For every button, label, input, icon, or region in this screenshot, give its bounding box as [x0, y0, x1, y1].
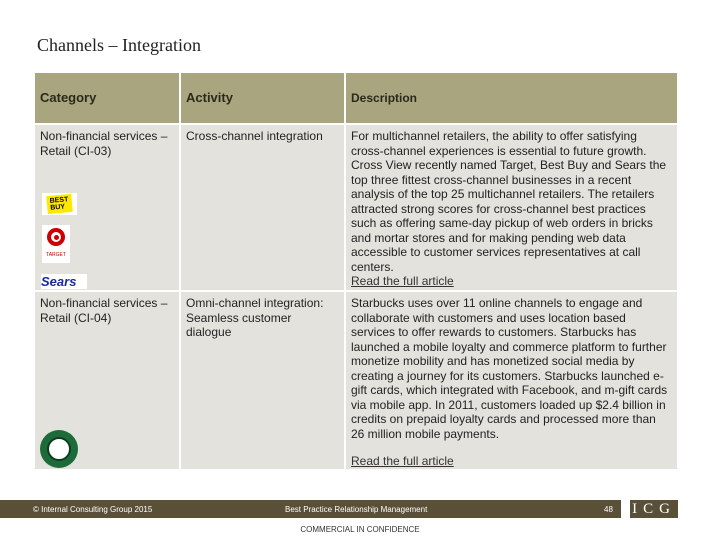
page-number: 48 [604, 505, 613, 514]
icg-logo: ICG [630, 500, 678, 518]
sears-logo: Sears [41, 274, 87, 289]
read-article-link[interactable]: Read the full article [351, 454, 454, 468]
starbucks-logo [40, 430, 78, 468]
footer-bar [0, 500, 621, 518]
target-logo: TARGET [42, 225, 70, 263]
header-category: Category [35, 73, 179, 123]
page-title: Channels – Integration [37, 35, 201, 55]
confidentiality-notice: COMMERCIAL IN CONFIDENCE [300, 525, 420, 534]
row1-activity: Cross-channel integration [181, 125, 344, 290]
row2-description [346, 292, 677, 469]
category-text: Non-financial services – Retail (CI-04) [40, 296, 168, 325]
description-text: Starbucks uses over 11 online channels to engage and collaborate with customers and uses location based services to offer rewards to customers. Starbucks has launched a mobile loyalty and commerce platform to further monetize mobility and has monetized social media by creating a journey for its customers. Starbucks launched e-gift cards, which integrated with Facebook, and m-gift cards via mobile app. In 2011, customers loaded up $2.4 billion in credits on prepaid loyalty cards and processed more than 26 million mobile payments. [351, 296, 668, 441]
bestbuy-logo: BEST BUY [42, 193, 77, 215]
copyright: © Internal Consulting Group 2015 [33, 505, 153, 514]
description-text: For multichannel retailers, the ability to offer satisfying cross-channel experiences is essential to future growth. Cross View recently named Target, Best Buy and Sears the top three fittest cross-channel businesses in a recent analysis of the top 25 multichannel retailers. The retailers attracted strong scores for cross-channel best practices such as offering same-day pickup of web orders in bricks and mortar stores and for making pending web data accessible to customer services representatives at call centers. [351, 129, 667, 274]
header-activity: Activity [181, 73, 344, 123]
row1-description [346, 125, 677, 290]
footer-title: Best Practice Relationship Management [285, 505, 428, 514]
row2-activity: Omni-channel integration: Seamless customer dialogue [181, 292, 344, 469]
read-article-link[interactable]: Read the full article [351, 274, 454, 288]
header-description: Description [346, 73, 677, 123]
category-text: Non-financial services – Retail (CI-03) [40, 129, 168, 158]
